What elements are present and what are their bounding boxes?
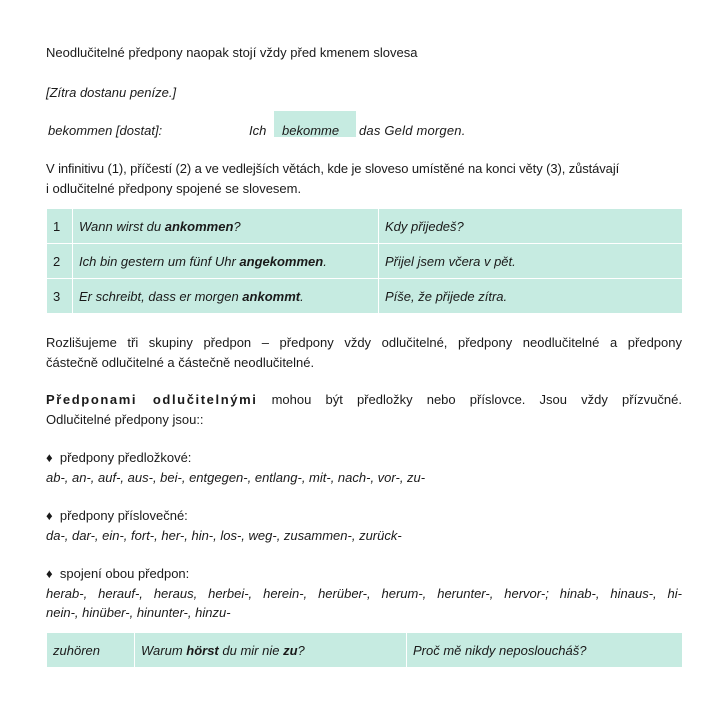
group-title: ♦ předpony příslovečné: [46, 508, 188, 523]
example-highlight-word: bekomme [282, 123, 340, 138]
group-list: ab-, an-, auf-, aus-, bei-, entgegen-, entlang-, mit-, nach-, vor-, zu- [46, 470, 426, 485]
para1-line1: V infinitivu (1), příčestí (2) a ve vedlejších větách, kde je sloveso umístěné na konci věty (3), zůstávají [46, 161, 620, 176]
group-list: nein-, hinüber-, hinunter-, hinzu- [46, 605, 231, 620]
examples-table [46, 208, 683, 314]
example-rest: das Geld morgen. [359, 123, 466, 138]
table-row [47, 279, 683, 314]
bold-term: Předponami odlučitelnými [46, 392, 258, 407]
german-sentence: Warum hörst du mir nie zu? [135, 633, 407, 668]
group-list: da-, dar-, ein-, fort-, her-, hin-, los-, weg-, zusammen-, zurück- [46, 528, 402, 543]
german-sentence: Ich bin gestern um fünf Uhr angekommen. [73, 244, 379, 279]
example-table [46, 632, 683, 668]
czech-translation: Kdy přijedeš? [379, 209, 683, 244]
german-sentence: Er schreibt, dass er morgen ankommt. [73, 279, 379, 314]
czech-translation: Píše, že přijede zítra. [379, 279, 683, 314]
row-number: 2 [47, 244, 73, 279]
czech-translation: Proč mě nikdy neposloucháš? [407, 633, 683, 668]
para2-line2: částečně odlučitelné a částečně neodlučitelné. [46, 355, 315, 370]
row-number: 1 [47, 209, 73, 244]
table-row [47, 633, 683, 668]
para3-line2: Odlučitelné předpony jsou:: [46, 412, 204, 427]
verb-cell: zuhören [47, 633, 135, 668]
example-translation: [Zítra dostanu peníze.] [46, 85, 177, 100]
example-pronoun: Ich [249, 123, 267, 138]
row-number: 3 [47, 279, 73, 314]
group-title: ♦ spojení obou předpon: [46, 566, 190, 581]
german-sentence: Wann wirst du ankommen? [73, 209, 379, 244]
para3-line1: Předponami odlučitelnými mohou být předložky nebo příslovce. Jsou vždy přízvučné. [46, 392, 682, 407]
diamond-bullet-icon: ♦ [46, 450, 53, 465]
czech-translation: Přijel jsem včera v pět. [379, 244, 683, 279]
intro-text: Neodlučitelné předpony naopak stojí vždy před kmenem slovesa [46, 45, 418, 60]
table-row [47, 209, 683, 244]
group-list: herab-, herauf-, heraus, herbei-, herein-, herüber-, herum-, herunter-, hervor-; hinab-, hinaus-, hi- [46, 586, 682, 601]
para2-line1: Rozlišujeme tři skupiny předpon – předpony vždy odlučitelné, předpony neodlučitelné a předpony [46, 335, 682, 350]
table-row [47, 244, 683, 279]
group-title: ♦ předpony předložkové: [46, 450, 192, 465]
diamond-bullet-icon: ♦ [46, 508, 53, 523]
example-verb: bekommen [dostat]: [48, 123, 163, 138]
para1-line2: i odlučitelné předpony spojené se slovesem. [46, 181, 302, 196]
diamond-bullet-icon: ♦ [46, 566, 53, 581]
